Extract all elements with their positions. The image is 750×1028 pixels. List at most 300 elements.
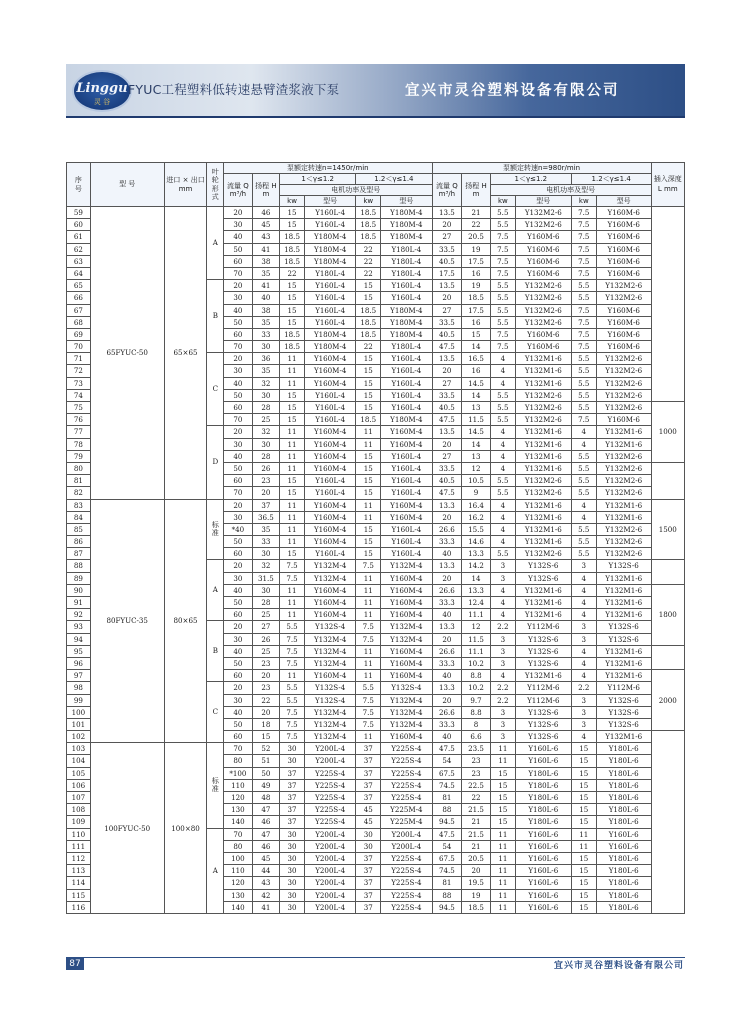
cell-type-980-a: Y160M-6 [515, 328, 571, 340]
cell-kw-980-b: 5.5 [571, 548, 596, 560]
cell-type-1450-b: Y160L-4 [381, 389, 432, 401]
cell-type-980-b: Y132M2-6 [596, 475, 651, 487]
cell-seq: 104 [67, 755, 91, 767]
cell-head-980: 12 [462, 621, 491, 633]
cell-type-1450-b: Y225M-4 [381, 816, 432, 828]
cell-head-980: 23.5 [462, 743, 491, 755]
cell-type-980-b: Y160M-6 [596, 328, 651, 340]
cell-kw-1450-b: 7.5 [356, 560, 381, 572]
cell-seq: 69 [67, 328, 91, 340]
cell-kw-1450-b: 37 [356, 779, 381, 791]
cell-kw-980-a: 11 [490, 889, 515, 901]
cell-head-1450: 26 [252, 462, 279, 474]
cell-head-1450: 45 [252, 852, 279, 864]
cell-kw-1450-a: 15 [280, 207, 305, 219]
cell-type-1450-a: Y160L-4 [305, 487, 356, 499]
cell-seq: 81 [67, 475, 91, 487]
cell-flow-1450: 20 [224, 560, 253, 572]
cell-type-1450-a: Y225S-4 [305, 767, 356, 779]
cell-type-980-b: Y132M1-6 [596, 597, 651, 609]
cell-head-980: 19 [462, 889, 491, 901]
cell-type-1450-b: Y180M-4 [381, 414, 432, 426]
cell-head-980: 13.3 [462, 548, 491, 560]
cell-flow-1450: 30 [224, 438, 253, 450]
cell-flow-980: 94.5 [432, 901, 462, 913]
cell-head-980: 23 [462, 755, 491, 767]
cell-head-1450: 23 [252, 475, 279, 487]
cell-type-1450-a: Y180L-4 [305, 267, 356, 279]
cell-head-1450: 27 [252, 621, 279, 633]
cell-head-1450: 33 [252, 328, 279, 340]
cell-flow-980: 74.5 [432, 865, 462, 877]
cell-kw-980-a: 4 [490, 523, 515, 535]
cell-seq: 95 [67, 645, 91, 657]
cell-flow-980: 33.3 [432, 597, 462, 609]
cell-type-1450-b: Y160M-4 [381, 645, 432, 657]
cell-head-980: 6.6 [462, 731, 491, 743]
cell-kw-980-b: 5.5 [571, 389, 596, 401]
cell-flow-1450: 50 [224, 657, 253, 669]
cell-flow-980: 27 [432, 231, 462, 243]
cell-seq: 96 [67, 657, 91, 669]
cell-flow-1450: 60 [224, 402, 253, 414]
cell-kw-1450-a: 11 [280, 426, 305, 438]
cell-seq: 67 [67, 304, 91, 316]
cell-seq: 110 [67, 828, 91, 840]
cell-kw-980-a: 5.5 [490, 475, 515, 487]
cell-depth: 1800 [651, 584, 684, 645]
cell-head-1450: 42 [252, 889, 279, 901]
cell-flow-1450: 70 [224, 341, 253, 353]
cell-kw-980-a: 7.5 [490, 328, 515, 340]
cell-seq: 111 [67, 840, 91, 852]
cell-head-1450: 25 [252, 414, 279, 426]
cell-type-1450-b: Y180M-4 [381, 207, 432, 219]
cell-kw-980-b: 11 [571, 828, 596, 840]
cell-kw-1450-b: 11 [356, 657, 381, 669]
cell-head-980: 10.2 [462, 682, 491, 694]
cell-head-980: 16.5 [462, 353, 491, 365]
cell-head-1450: 43 [252, 877, 279, 889]
cell-type-980-b: Y180L-6 [596, 767, 651, 779]
cell-type-1450-a: Y160M-4 [305, 499, 356, 511]
cell-head-1450: 15 [252, 731, 279, 743]
cell-head-980: 8.8 [462, 670, 491, 682]
cell-kw-980-b: 7.5 [571, 243, 596, 255]
cell-model: 100FYUC-50 [90, 743, 164, 914]
cell-kw-1450-a: 11 [280, 536, 305, 548]
cell-flow-1450: 140 [224, 816, 253, 828]
cell-kw-1450-b: 7.5 [356, 718, 381, 730]
cell-type-1450-b: Y132M-4 [381, 633, 432, 645]
cell-type-1450-a: Y200L-4 [305, 901, 356, 913]
col-model: 型 号 [90, 163, 164, 207]
cell-kw-1450-a: 7.5 [280, 657, 305, 669]
cell-type-1450-a: Y160M-4 [305, 450, 356, 462]
cell-type-1450-b: Y160M-4 [381, 499, 432, 511]
cell-kw-980-a: 2.2 [490, 621, 515, 633]
cell-type-1450-a: Y160L-4 [305, 304, 356, 316]
cell-type-980-b: Y132M2-6 [596, 523, 651, 535]
cell-seq: 79 [67, 450, 91, 462]
cell-kw-980-a: 4 [490, 584, 515, 596]
cell-head-1450: 18 [252, 718, 279, 730]
cell-kw-1450-a: 11 [280, 597, 305, 609]
cell-type-1450-a: Y160L-4 [305, 389, 356, 401]
cell-kw-980-a: 7.5 [490, 267, 515, 279]
cell-type-1450-b: Y160L-4 [381, 377, 432, 389]
cell-head-980: 16.2 [462, 511, 491, 523]
cell-kw-1450-b: 15 [356, 462, 381, 474]
cell-seq: 114 [67, 877, 91, 889]
cell-seq: 76 [67, 414, 91, 426]
cell-kw-980-b: 4 [571, 426, 596, 438]
cell-head-1450: 28 [252, 597, 279, 609]
cell-type-1450-a: Y132M-4 [305, 572, 356, 584]
cell-kw-1450-b: 11 [356, 511, 381, 523]
cell-type-980-a: Y132S-6 [515, 560, 571, 572]
cell-kw-1450-a: 18.5 [280, 231, 305, 243]
cell-head-980: 9.7 [462, 694, 491, 706]
cell-head-980: 13 [462, 450, 491, 462]
cell-kw-1450-b: 45 [356, 816, 381, 828]
cell-type-980-b: Y132M2-6 [596, 389, 651, 401]
cell-kw-980-b: 3 [571, 706, 596, 718]
cell-flow-1450: 110 [224, 865, 253, 877]
cell-seq: 99 [67, 694, 91, 706]
cell-flow-980: 54 [432, 840, 462, 852]
cell-head-1450: 41 [252, 280, 279, 292]
cell-type-980-b: Y132M1-6 [596, 511, 651, 523]
type-header: 型号 [515, 196, 571, 207]
cell-flow-1450: *100 [224, 767, 253, 779]
cell-flow-1450: 70 [224, 743, 253, 755]
cell-kw-980-a: 11 [490, 828, 515, 840]
cell-head-980: 15.5 [462, 523, 491, 535]
cell-type-980-a: Y132M1-6 [515, 670, 571, 682]
cell-head-1450: 41 [252, 243, 279, 255]
cell-kw-980-b: 7.5 [571, 231, 596, 243]
cell-head-1450: 33 [252, 536, 279, 548]
cell-kw-980-b: 15 [571, 901, 596, 913]
cell-type-980-a: Y132M2-6 [515, 207, 571, 219]
cell-kw-1450-b: 11 [356, 499, 381, 511]
cell-kw-980-b: 4 [571, 609, 596, 621]
cell-seq: 102 [67, 731, 91, 743]
cell-flow-1450: 40 [224, 450, 253, 462]
cell-head-980: 12 [462, 462, 491, 474]
cell-kw-1450-a: 7.5 [280, 645, 305, 657]
cell-type-980-a: Y132M2-6 [515, 389, 571, 401]
cell-type-980-b: Y132M2-6 [596, 365, 651, 377]
col-inlet: 进口 × 出口 mm [164, 163, 207, 207]
cell-flow-1450: 50 [224, 718, 253, 730]
cell-kw-1450-a: 11 [280, 353, 305, 365]
cell-type-1450-a: Y132M-4 [305, 560, 356, 572]
cell-seq: 64 [67, 267, 91, 279]
cell-flow-1450: 20 [224, 280, 253, 292]
cell-type-1450-b: Y160L-4 [381, 523, 432, 535]
cell-type-1450-a: Y160M-4 [305, 353, 356, 365]
cell-kw-980-b: 5.5 [571, 487, 596, 499]
cell-type-980-b: Y180L-6 [596, 792, 651, 804]
cell-flow-1450: 70 [224, 414, 253, 426]
cell-type-1450-a: Y160L-4 [305, 414, 356, 426]
cell-kw-980-a: 3 [490, 633, 515, 645]
cell-flow-980: 81 [432, 877, 462, 889]
cell-head-980: 12.4 [462, 597, 491, 609]
cell-head-980: 15 [462, 328, 491, 340]
logo-text: Linggu [76, 81, 128, 96]
cell-head-980: 19 [462, 280, 491, 292]
cell-kw-1450-b: 18.5 [356, 304, 381, 316]
cell-kw-980-b: 5.5 [571, 365, 596, 377]
cell-kw-980-a: 4 [490, 670, 515, 682]
cell-type-1450-b: Y225S-4 [381, 852, 432, 864]
cell-seq: 73 [67, 377, 91, 389]
cell-inlet: 80×65 [164, 499, 207, 743]
cell-impeller: B [207, 280, 224, 353]
cell-flow-1450: 20 [224, 353, 253, 365]
cell-kw-980-a: 4 [490, 499, 515, 511]
cell-type-1450-a: Y160L-4 [305, 207, 356, 219]
cell-head-1450: 46 [252, 207, 279, 219]
cell-seq: 93 [67, 621, 91, 633]
cell-impeller: 标准 [207, 743, 224, 828]
cell-type-1450-a: Y160M-4 [305, 462, 356, 474]
cell-kw-1450-a: 11 [280, 377, 305, 389]
cell-head-1450: 38 [252, 304, 279, 316]
cell-kw-1450-a: 11 [280, 670, 305, 682]
cell-type-980-b: Y180L-6 [596, 755, 651, 767]
cell-flow-1450: 30 [224, 694, 253, 706]
cell-seq: 82 [67, 487, 91, 499]
cell-kw-1450-a: 11 [280, 499, 305, 511]
cell-type-1450-a: Y132S-4 [305, 682, 356, 694]
cell-kw-1450-a: 18.5 [280, 243, 305, 255]
cell-type-980-b: Y132M2-6 [596, 548, 651, 560]
cell-type-980-a: Y132S-6 [515, 657, 571, 669]
cell-kw-980-a: 15 [490, 804, 515, 816]
cell-type-1450-a: Y132M-4 [305, 657, 356, 669]
cell-type-980-b: Y132S-6 [596, 621, 651, 633]
cell-type-1450-b: Y225S-4 [381, 755, 432, 767]
cell-kw-980-a: 3 [490, 706, 515, 718]
cell-type-1450-a: Y180M-4 [305, 243, 356, 255]
cell-flow-1450: 50 [224, 243, 253, 255]
cell-kw-980-a: 7.5 [490, 341, 515, 353]
cell-head-980: 22 [462, 219, 491, 231]
cell-flow-1450: 120 [224, 877, 253, 889]
cell-kw-1450-b: 22 [356, 341, 381, 353]
cell-flow-980: 27 [432, 304, 462, 316]
cell-kw-1450-b: 11 [356, 438, 381, 450]
cell-type-980-a: Y132M1-6 [515, 499, 571, 511]
cell-type-980-b: Y160M-6 [596, 219, 651, 231]
cell-type-980-a: Y160L-6 [515, 828, 571, 840]
cell-type-1450-b: Y160M-4 [381, 438, 432, 450]
cell-type-980-b: Y132M1-6 [596, 670, 651, 682]
cell-type-1450-a: Y180M-4 [305, 231, 356, 243]
cell-flow-980: 40 [432, 670, 462, 682]
cell-kw-1450-b: 7.5 [356, 706, 381, 718]
cell-kw-980-b: 7.5 [571, 255, 596, 267]
cell-type-1450-b: Y225S-4 [381, 889, 432, 901]
cell-kw-980-a: 4 [490, 597, 515, 609]
cell-type-980-b: Y132M2-6 [596, 536, 651, 548]
cell-type-980-a: Y160L-6 [515, 755, 571, 767]
cell-flow-980: 33.3 [432, 657, 462, 669]
cell-type-1450-a: Y132S-4 [305, 694, 356, 706]
cell-kw-980-b: 15 [571, 852, 596, 864]
cell-kw-1450-a: 30 [280, 755, 305, 767]
cell-kw-1450-b: 18.5 [356, 219, 381, 231]
cell-flow-1450: 20 [224, 426, 253, 438]
cell-head-980: 16.4 [462, 499, 491, 511]
cell-flow-1450: 30 [224, 365, 253, 377]
cell-type-980-a: Y132M1-6 [515, 438, 571, 450]
cell-type-980-a: Y132M1-6 [515, 377, 571, 389]
cell-kw-1450-a: 11 [280, 450, 305, 462]
cell-type-1450-b: Y180L-4 [381, 255, 432, 267]
col-head-980: 扬程 H m [462, 174, 491, 207]
cell-flow-1450: 30 [224, 292, 253, 304]
cell-type-980-a: Y132M2-6 [515, 304, 571, 316]
cell-head-1450: 30 [252, 584, 279, 596]
cell-head-980: 10.2 [462, 657, 491, 669]
cell-kw-980-a: 5.5 [490, 487, 515, 499]
cell-flow-1450: 80 [224, 840, 253, 852]
cell-kw-1450-a: 15 [280, 402, 305, 414]
cell-head-1450: 30 [252, 389, 279, 401]
cell-flow-980: 47.5 [432, 341, 462, 353]
cell-head-980: 21 [462, 207, 491, 219]
cell-kw-1450-a: 37 [280, 767, 305, 779]
cell-kw-980-b: 15 [571, 804, 596, 816]
cell-type-1450-a: Y160L-4 [305, 402, 356, 414]
cell-flow-1450: 50 [224, 536, 253, 548]
product-title: FYUC工程塑料低转速悬臂渣浆液下泵 [128, 82, 340, 97]
range2-980: 1.2＜γ≤1.4 [571, 174, 651, 185]
cell-flow-980: 33.5 [432, 243, 462, 255]
cell-head-1450: 30 [252, 341, 279, 353]
cell-head-1450: 50 [252, 767, 279, 779]
cell-kw-980-b: 15 [571, 889, 596, 901]
cell-seq: 63 [67, 255, 91, 267]
footer-company-name: 宜兴市灵谷塑料设备有限公司 [553, 961, 684, 971]
cell-head-1450: 23 [252, 682, 279, 694]
cell-kw-980-a: 11 [490, 840, 515, 852]
cell-kw-980-a: 15 [490, 767, 515, 779]
cell-kw-980-a: 11 [490, 865, 515, 877]
cell-flow-1450: 40 [224, 645, 253, 657]
cell-type-980-a: Y112M-6 [515, 682, 571, 694]
cell-seq: 77 [67, 426, 91, 438]
cell-type-1450-b: Y180M-4 [381, 219, 432, 231]
cell-kw-980-a: 5.5 [490, 207, 515, 219]
cell-kw-1450-a: 15 [280, 487, 305, 499]
cell-seq: 62 [67, 243, 91, 255]
cell-type-980-a: Y160M-6 [515, 341, 571, 353]
cell-kw-980-b: 15 [571, 767, 596, 779]
cell-type-1450-b: Y225S-4 [381, 767, 432, 779]
range2-1450: 1.2＜γ≤1.4 [356, 174, 432, 185]
cell-flow-1450: 130 [224, 804, 253, 816]
cell-type-980-a: Y160M-6 [515, 267, 571, 279]
cell-flow-1450: 60 [224, 670, 253, 682]
cell-kw-980-a: 5.5 [490, 292, 515, 304]
col-flow-1450: 流量 Q m³/h [224, 174, 253, 207]
cell-kw-980-b: 15 [571, 792, 596, 804]
cell-seq: 85 [67, 523, 91, 535]
cell-type-980-a: Y132M1-6 [515, 462, 571, 474]
cell-kw-980-a: 4 [490, 377, 515, 389]
cell-flow-1450: 50 [224, 462, 253, 474]
cell-seq: 98 [67, 682, 91, 694]
cell-kw-980-b: 3 [571, 560, 596, 572]
cell-seq: 68 [67, 316, 91, 328]
cell-kw-1450-b: 7.5 [356, 694, 381, 706]
cell-kw-980-a: 5.5 [490, 219, 515, 231]
cell-seq: 101 [67, 718, 91, 730]
cell-kw-980-a: 4 [490, 353, 515, 365]
cell-kw-1450-a: 15 [280, 280, 305, 292]
cell-type-980-a: Y132S-6 [515, 645, 571, 657]
cell-kw-980-a: 5.5 [490, 316, 515, 328]
cell-type-980-b: Y132M2-6 [596, 487, 651, 499]
cell-type-980-b: Y132M2-6 [596, 292, 651, 304]
cell-seq: 106 [67, 779, 91, 791]
cell-kw-1450-b: 5.5 [356, 682, 381, 694]
cell-kw-980-b: 15 [571, 816, 596, 828]
cell-impeller: D [207, 426, 224, 499]
cell-seq: 116 [67, 901, 91, 913]
cell-type-1450-b: Y225S-4 [381, 779, 432, 791]
cell-type-980-a: Y160L-6 [515, 865, 571, 877]
cell-head-1450: 26 [252, 633, 279, 645]
cell-type-980-a: Y132M2-6 [515, 414, 571, 426]
cell-kw-1450-a: 30 [280, 852, 305, 864]
cell-kw-1450-a: 18.5 [280, 255, 305, 267]
cell-seq: 113 [67, 865, 91, 877]
cell-type-980-a: Y160L-6 [515, 743, 571, 755]
cell-type-980-a: Y132M2-6 [515, 316, 571, 328]
cell-head-980: 16 [462, 267, 491, 279]
cell-head-980: 21.5 [462, 804, 491, 816]
cell-kw-980-a: 3 [490, 572, 515, 584]
cell-type-980-b: Y180L-6 [596, 889, 651, 901]
cell-kw-980-a: 4 [490, 536, 515, 548]
cell-kw-980-a: 7.5 [490, 243, 515, 255]
cell-type-980-a: Y132M1-6 [515, 353, 571, 365]
cell-type-1450-a: Y160L-4 [305, 292, 356, 304]
cell-head-980: 19.5 [462, 877, 491, 889]
cell-head-1450: 47 [252, 804, 279, 816]
cell-head-1450: 36 [252, 353, 279, 365]
range1-1450: 1＜γ≤1.2 [280, 174, 356, 185]
cell-kw-980-b: 7.5 [571, 414, 596, 426]
cell-flow-980: 13.5 [432, 280, 462, 292]
cell-type-1450-b: Y132M-4 [381, 706, 432, 718]
cell-kw-980-b: 5.5 [571, 377, 596, 389]
cell-kw-1450-a: 7.5 [280, 560, 305, 572]
cell-kw-980-b: 5.5 [571, 450, 596, 462]
cell-kw-1450-a: 5.5 [280, 682, 305, 694]
cell-kw-980-a: 5.5 [490, 548, 515, 560]
cell-head-1450: 32 [252, 560, 279, 572]
cell-flow-1450: *40 [224, 523, 253, 535]
cell-kw-1450-a: 7.5 [280, 731, 305, 743]
